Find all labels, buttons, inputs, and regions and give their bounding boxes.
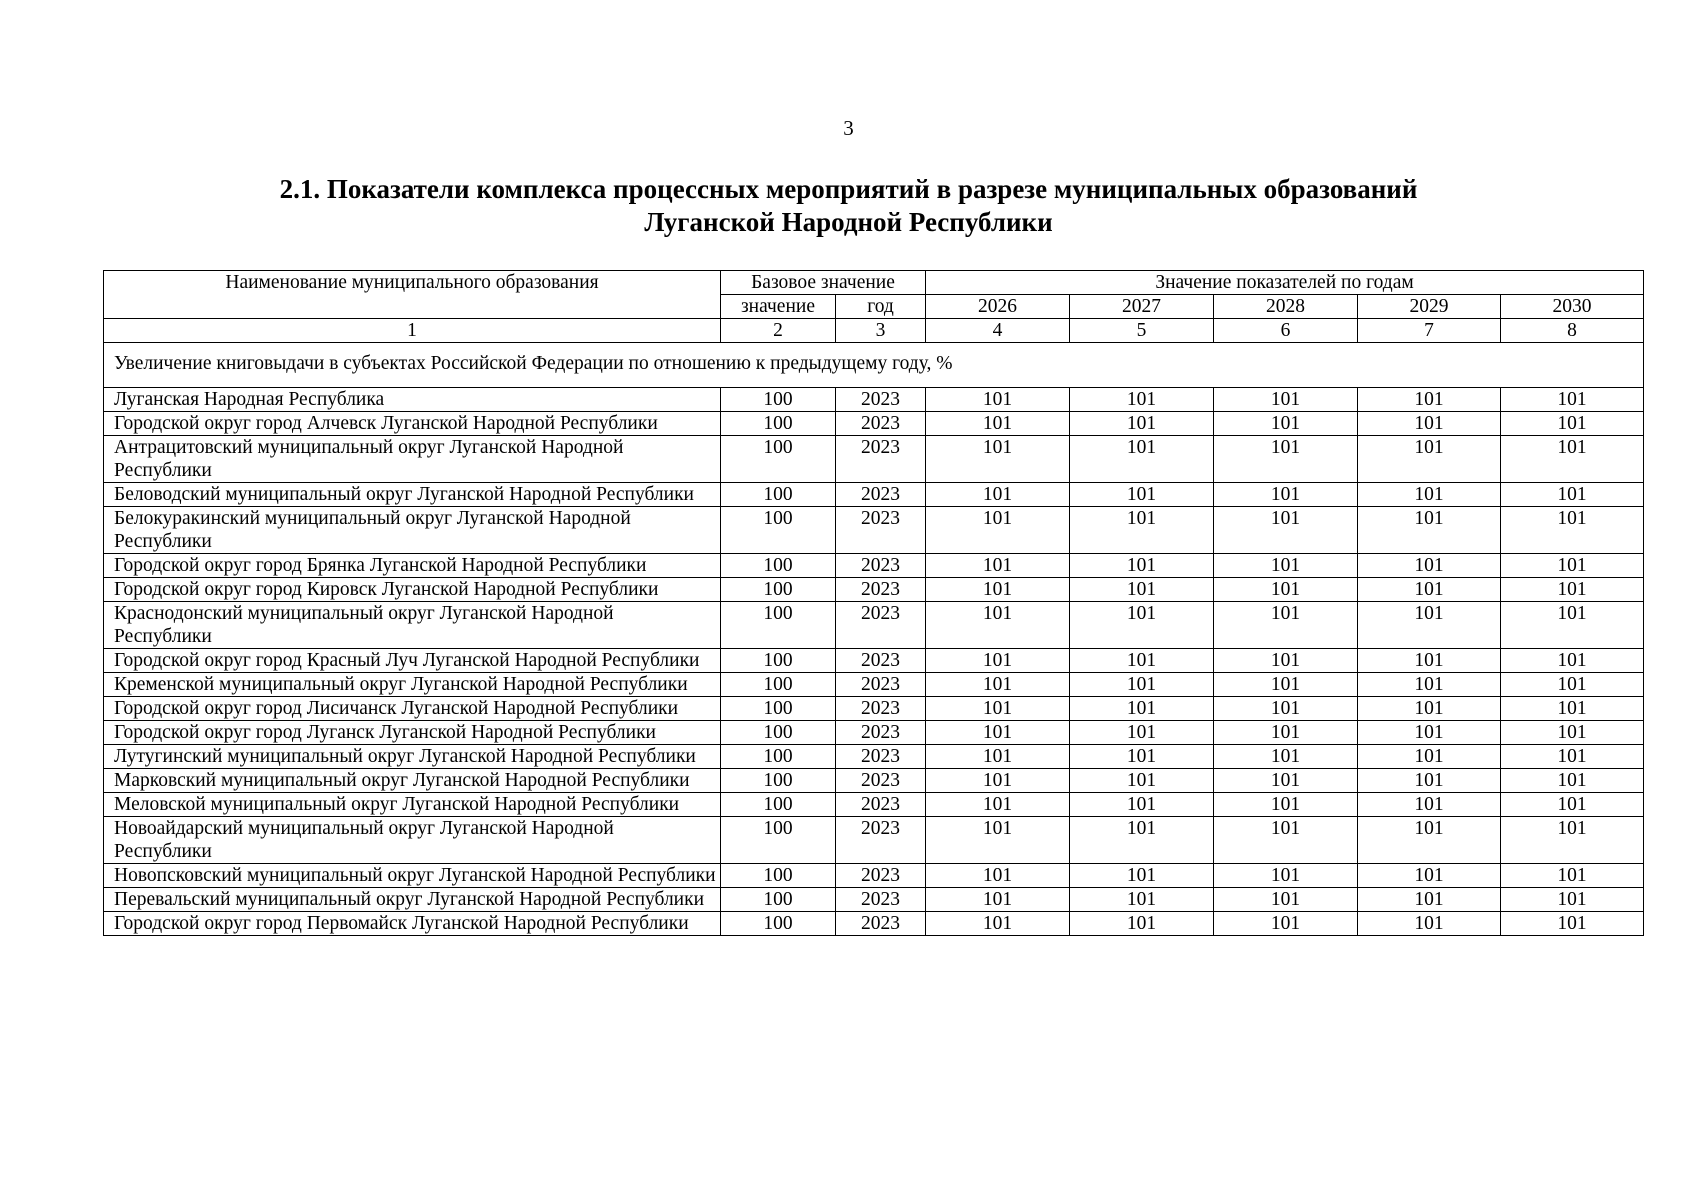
value-2030-cell: 101 (1501, 388, 1644, 412)
section-title (0, 173, 1697, 239)
value-2027-cell: 101 (1070, 412, 1214, 436)
value-2026-cell: 101 (926, 745, 1070, 769)
value-2029-cell: 101 (1358, 864, 1501, 888)
table-body (104, 343, 1644, 936)
column-number: 8 (1501, 319, 1644, 343)
base-value-cell: 100 (721, 483, 836, 507)
base-value-cell: 100 (721, 888, 836, 912)
table-row (104, 793, 1644, 817)
base-year-cell: 2023 (836, 412, 926, 436)
value-2028-cell: 101 (1214, 412, 1358, 436)
value-2029-cell: 101 (1358, 483, 1501, 507)
base-year-cell: 2023 (836, 649, 926, 673)
municipality-name-cell: Беловодский муниципальный округ Луганской Народной Республики (104, 483, 721, 507)
value-2029-cell: 101 (1358, 507, 1501, 554)
municipality-name-cell: Перевальский муниципальный округ Луганской Народной Республики (104, 888, 721, 912)
base-value-cell: 100 (721, 649, 836, 673)
value-2026-cell: 101 (926, 578, 1070, 602)
value-2026-cell: 101 (926, 388, 1070, 412)
header-base-year: год (836, 295, 926, 319)
value-2027-cell: 101 (1070, 888, 1214, 912)
base-value-cell: 100 (721, 793, 836, 817)
value-2027-cell: 101 (1070, 436, 1214, 483)
value-2027-cell: 101 (1070, 721, 1214, 745)
base-year-cell: 2023 (836, 673, 926, 697)
value-2028-cell: 101 (1214, 769, 1358, 793)
municipality-name-cell: Городской округ город Первомайск Луганской Народной Республики (104, 912, 721, 936)
value-2029-cell: 101 (1358, 673, 1501, 697)
column-number: 6 (1214, 319, 1358, 343)
value-2030-cell: 101 (1501, 721, 1644, 745)
base-value-cell: 100 (721, 912, 836, 936)
value-2030-cell: 101 (1501, 864, 1644, 888)
value-2028-cell: 101 (1214, 912, 1358, 936)
value-2030-cell: 101 (1501, 673, 1644, 697)
municipality-name-cell: Лутугинский муниципальный округ Луганской Народной Республики (104, 745, 721, 769)
value-2026-cell: 101 (926, 864, 1070, 888)
value-2027-cell: 101 (1070, 745, 1214, 769)
value-2026-cell: 101 (926, 483, 1070, 507)
value-2029-cell: 101 (1358, 602, 1501, 649)
table-row (104, 864, 1644, 888)
base-value-cell: 100 (721, 602, 836, 649)
value-2028-cell: 101 (1214, 864, 1358, 888)
value-2029-cell: 101 (1358, 412, 1501, 436)
value-2030-cell: 101 (1501, 436, 1644, 483)
value-2027-cell: 101 (1070, 864, 1214, 888)
value-2030-cell: 101 (1501, 507, 1644, 554)
value-2028-cell: 101 (1214, 673, 1358, 697)
value-2026-cell: 101 (926, 721, 1070, 745)
value-2026-cell: 101 (926, 769, 1070, 793)
value-2030-cell: 101 (1501, 602, 1644, 649)
value-2026-cell: 101 (926, 697, 1070, 721)
table-row (104, 483, 1644, 507)
table-row (104, 745, 1644, 769)
value-2030-cell: 101 (1501, 745, 1644, 769)
value-2030-cell: 101 (1501, 483, 1644, 507)
table-row (104, 436, 1644, 483)
base-year-cell: 2023 (836, 912, 926, 936)
municipality-name-cell: Городской округ город Кировск Луганской Народной Республики (104, 578, 721, 602)
indicators-table (103, 270, 1644, 936)
header-year-2030: 2030 (1501, 295, 1644, 319)
table-row (104, 388, 1644, 412)
table-row (104, 507, 1644, 554)
value-2026-cell: 101 (926, 888, 1070, 912)
table-row (104, 554, 1644, 578)
value-2027-cell: 101 (1070, 697, 1214, 721)
value-2026-cell: 101 (926, 817, 1070, 864)
header-municipality: Наименование муниципального образования (104, 271, 721, 319)
value-2027-cell: 101 (1070, 793, 1214, 817)
base-value-cell: 100 (721, 673, 836, 697)
base-year-cell: 2023 (836, 817, 926, 864)
column-number: 2 (721, 319, 836, 343)
value-2027-cell: 101 (1070, 912, 1214, 936)
value-2026-cell: 101 (926, 412, 1070, 436)
value-2028-cell: 101 (1214, 507, 1358, 554)
value-2029-cell: 101 (1358, 721, 1501, 745)
base-value-cell: 100 (721, 412, 836, 436)
table-row (104, 673, 1644, 697)
base-year-cell: 2023 (836, 793, 926, 817)
table-row (104, 697, 1644, 721)
base-year-cell: 2023 (836, 388, 926, 412)
value-2029-cell: 101 (1358, 912, 1501, 936)
table-row (104, 412, 1644, 436)
value-2030-cell: 101 (1501, 769, 1644, 793)
column-numbers-row (104, 319, 1644, 343)
municipality-name-cell: Меловской муниципальный округ Луганской Народной Республики (104, 793, 721, 817)
base-year-cell: 2023 (836, 436, 926, 483)
value-2026-cell: 101 (926, 436, 1070, 483)
base-year-cell: 2023 (836, 697, 926, 721)
header-base: Базовое значение (721, 271, 926, 295)
table-row (104, 578, 1644, 602)
base-value-cell: 100 (721, 697, 836, 721)
header-by-years: Значение показателей по годам (926, 271, 1644, 295)
value-2029-cell: 101 (1358, 888, 1501, 912)
value-2029-cell: 101 (1358, 793, 1501, 817)
value-2029-cell: 101 (1358, 697, 1501, 721)
value-2028-cell: 101 (1214, 483, 1358, 507)
value-2029-cell: 101 (1358, 817, 1501, 864)
value-2030-cell: 101 (1501, 912, 1644, 936)
base-value-cell: 100 (721, 436, 836, 483)
value-2028-cell: 101 (1214, 793, 1358, 817)
value-2028-cell: 101 (1214, 721, 1358, 745)
value-2027-cell: 101 (1070, 578, 1214, 602)
value-2029-cell: 101 (1358, 745, 1501, 769)
municipality-name-cell: Краснодонский муниципальный округ Луганской Народной Республики (104, 602, 721, 649)
value-2030-cell: 101 (1501, 578, 1644, 602)
value-2027-cell: 101 (1070, 388, 1214, 412)
value-2030-cell: 101 (1501, 817, 1644, 864)
municipality-name-cell: Новопсковский муниципальный округ Луганской Народной Республики (104, 864, 721, 888)
header-row-1 (104, 271, 1644, 295)
value-2028-cell: 101 (1214, 745, 1358, 769)
municipality-name-cell: Городской округ город Алчевск Луганской Народной Республики (104, 412, 721, 436)
municipality-name-cell: Новоайдарский муниципальный округ Луганской Народной Республики (104, 817, 721, 864)
page-number: 3 (843, 116, 854, 140)
municipality-name-cell: Городской округ город Лисичанск Луганской Народной Республики (104, 697, 721, 721)
municipality-name-cell: Луганская Народная Республика (104, 388, 721, 412)
base-value-cell: 100 (721, 769, 836, 793)
base-year-cell: 2023 (836, 769, 926, 793)
municipality-name-cell: Городской округ город Красный Луч Луганской Народной Республики (104, 649, 721, 673)
header-year-2028: 2028 (1214, 295, 1358, 319)
table-row (104, 817, 1644, 864)
value-2028-cell: 101 (1214, 649, 1358, 673)
column-number: 1 (104, 319, 721, 343)
base-year-cell: 2023 (836, 888, 926, 912)
title-line-1: 2.1. Показатели комплекса процессных мероприятий в разрезе муниципальных образований (279, 174, 1418, 204)
table-row (104, 888, 1644, 912)
value-2029-cell: 101 (1358, 388, 1501, 412)
value-2030-cell: 101 (1501, 412, 1644, 436)
header-year-2026: 2026 (926, 295, 1070, 319)
value-2030-cell: 101 (1501, 554, 1644, 578)
table-row (104, 769, 1644, 793)
column-number: 7 (1358, 319, 1501, 343)
base-value-cell: 100 (721, 554, 836, 578)
base-year-cell: 2023 (836, 483, 926, 507)
value-2026-cell: 101 (926, 554, 1070, 578)
value-2030-cell: 101 (1501, 649, 1644, 673)
table-row (104, 649, 1644, 673)
municipality-name-cell: Городской округ город Луганск Луганской Народной Республики (104, 721, 721, 745)
value-2029-cell: 101 (1358, 578, 1501, 602)
value-2026-cell: 101 (926, 793, 1070, 817)
section-indicator-title: Увеличение книговыдачи в субъектах Российской Федерации по отношению к предыдущему году, % (104, 343, 1644, 388)
value-2026-cell: 101 (926, 673, 1070, 697)
municipality-name-cell: Городской округ город Брянка Луганской Народной Республики (104, 554, 721, 578)
base-year-cell: 2023 (836, 721, 926, 745)
value-2028-cell: 101 (1214, 602, 1358, 649)
base-year-cell: 2023 (836, 864, 926, 888)
table-row (104, 912, 1644, 936)
municipality-name-cell: Антрацитовский муниципальный округ Луганской Народной Республики (104, 436, 721, 483)
value-2028-cell: 101 (1214, 436, 1358, 483)
table-row (104, 602, 1644, 649)
table-header (104, 271, 1644, 343)
value-2028-cell: 101 (1214, 388, 1358, 412)
value-2030-cell: 101 (1501, 888, 1644, 912)
value-2029-cell: 101 (1358, 554, 1501, 578)
base-year-cell: 2023 (836, 745, 926, 769)
value-2027-cell: 101 (1070, 649, 1214, 673)
value-2026-cell: 101 (926, 507, 1070, 554)
column-number: 4 (926, 319, 1070, 343)
base-value-cell: 100 (721, 721, 836, 745)
base-value-cell: 100 (721, 745, 836, 769)
title-line-2: Луганской Народной Республики (644, 207, 1053, 237)
value-2027-cell: 101 (1070, 769, 1214, 793)
header-year-2027: 2027 (1070, 295, 1214, 319)
value-2027-cell: 101 (1070, 602, 1214, 649)
value-2030-cell: 101 (1501, 697, 1644, 721)
column-number: 5 (1070, 319, 1214, 343)
value-2029-cell: 101 (1358, 769, 1501, 793)
value-2027-cell: 101 (1070, 507, 1214, 554)
municipality-name-cell: Белокуракинский муниципальный округ Луганской Народной Республики (104, 507, 721, 554)
value-2027-cell: 101 (1070, 673, 1214, 697)
municipality-name-cell: Кременской муниципальный округ Луганской Народной Республики (104, 673, 721, 697)
value-2029-cell: 101 (1358, 649, 1501, 673)
value-2028-cell: 101 (1214, 578, 1358, 602)
column-number: 3 (836, 319, 926, 343)
value-2029-cell: 101 (1358, 436, 1501, 483)
base-value-cell: 100 (721, 507, 836, 554)
base-value-cell: 100 (721, 578, 836, 602)
table-row (104, 721, 1644, 745)
value-2026-cell: 101 (926, 649, 1070, 673)
base-year-cell: 2023 (836, 507, 926, 554)
value-2026-cell: 101 (926, 912, 1070, 936)
base-year-cell: 2023 (836, 554, 926, 578)
municipality-name-cell: Марковский муниципальный округ Луганской Народной Республики (104, 769, 721, 793)
header-year-2029: 2029 (1358, 295, 1501, 319)
value-2027-cell: 101 (1070, 554, 1214, 578)
base-year-cell: 2023 (836, 578, 926, 602)
value-2030-cell: 101 (1501, 793, 1644, 817)
base-year-cell: 2023 (836, 602, 926, 649)
base-value-cell: 100 (721, 388, 836, 412)
base-value-cell: 100 (721, 817, 836, 864)
value-2028-cell: 101 (1214, 817, 1358, 864)
base-value-cell: 100 (721, 864, 836, 888)
section-row (104, 343, 1644, 388)
value-2026-cell: 101 (926, 602, 1070, 649)
value-2027-cell: 101 (1070, 483, 1214, 507)
value-2028-cell: 101 (1214, 888, 1358, 912)
value-2027-cell: 101 (1070, 817, 1214, 864)
value-2028-cell: 101 (1214, 554, 1358, 578)
header-base-value: значение (721, 295, 836, 319)
value-2028-cell: 101 (1214, 697, 1358, 721)
